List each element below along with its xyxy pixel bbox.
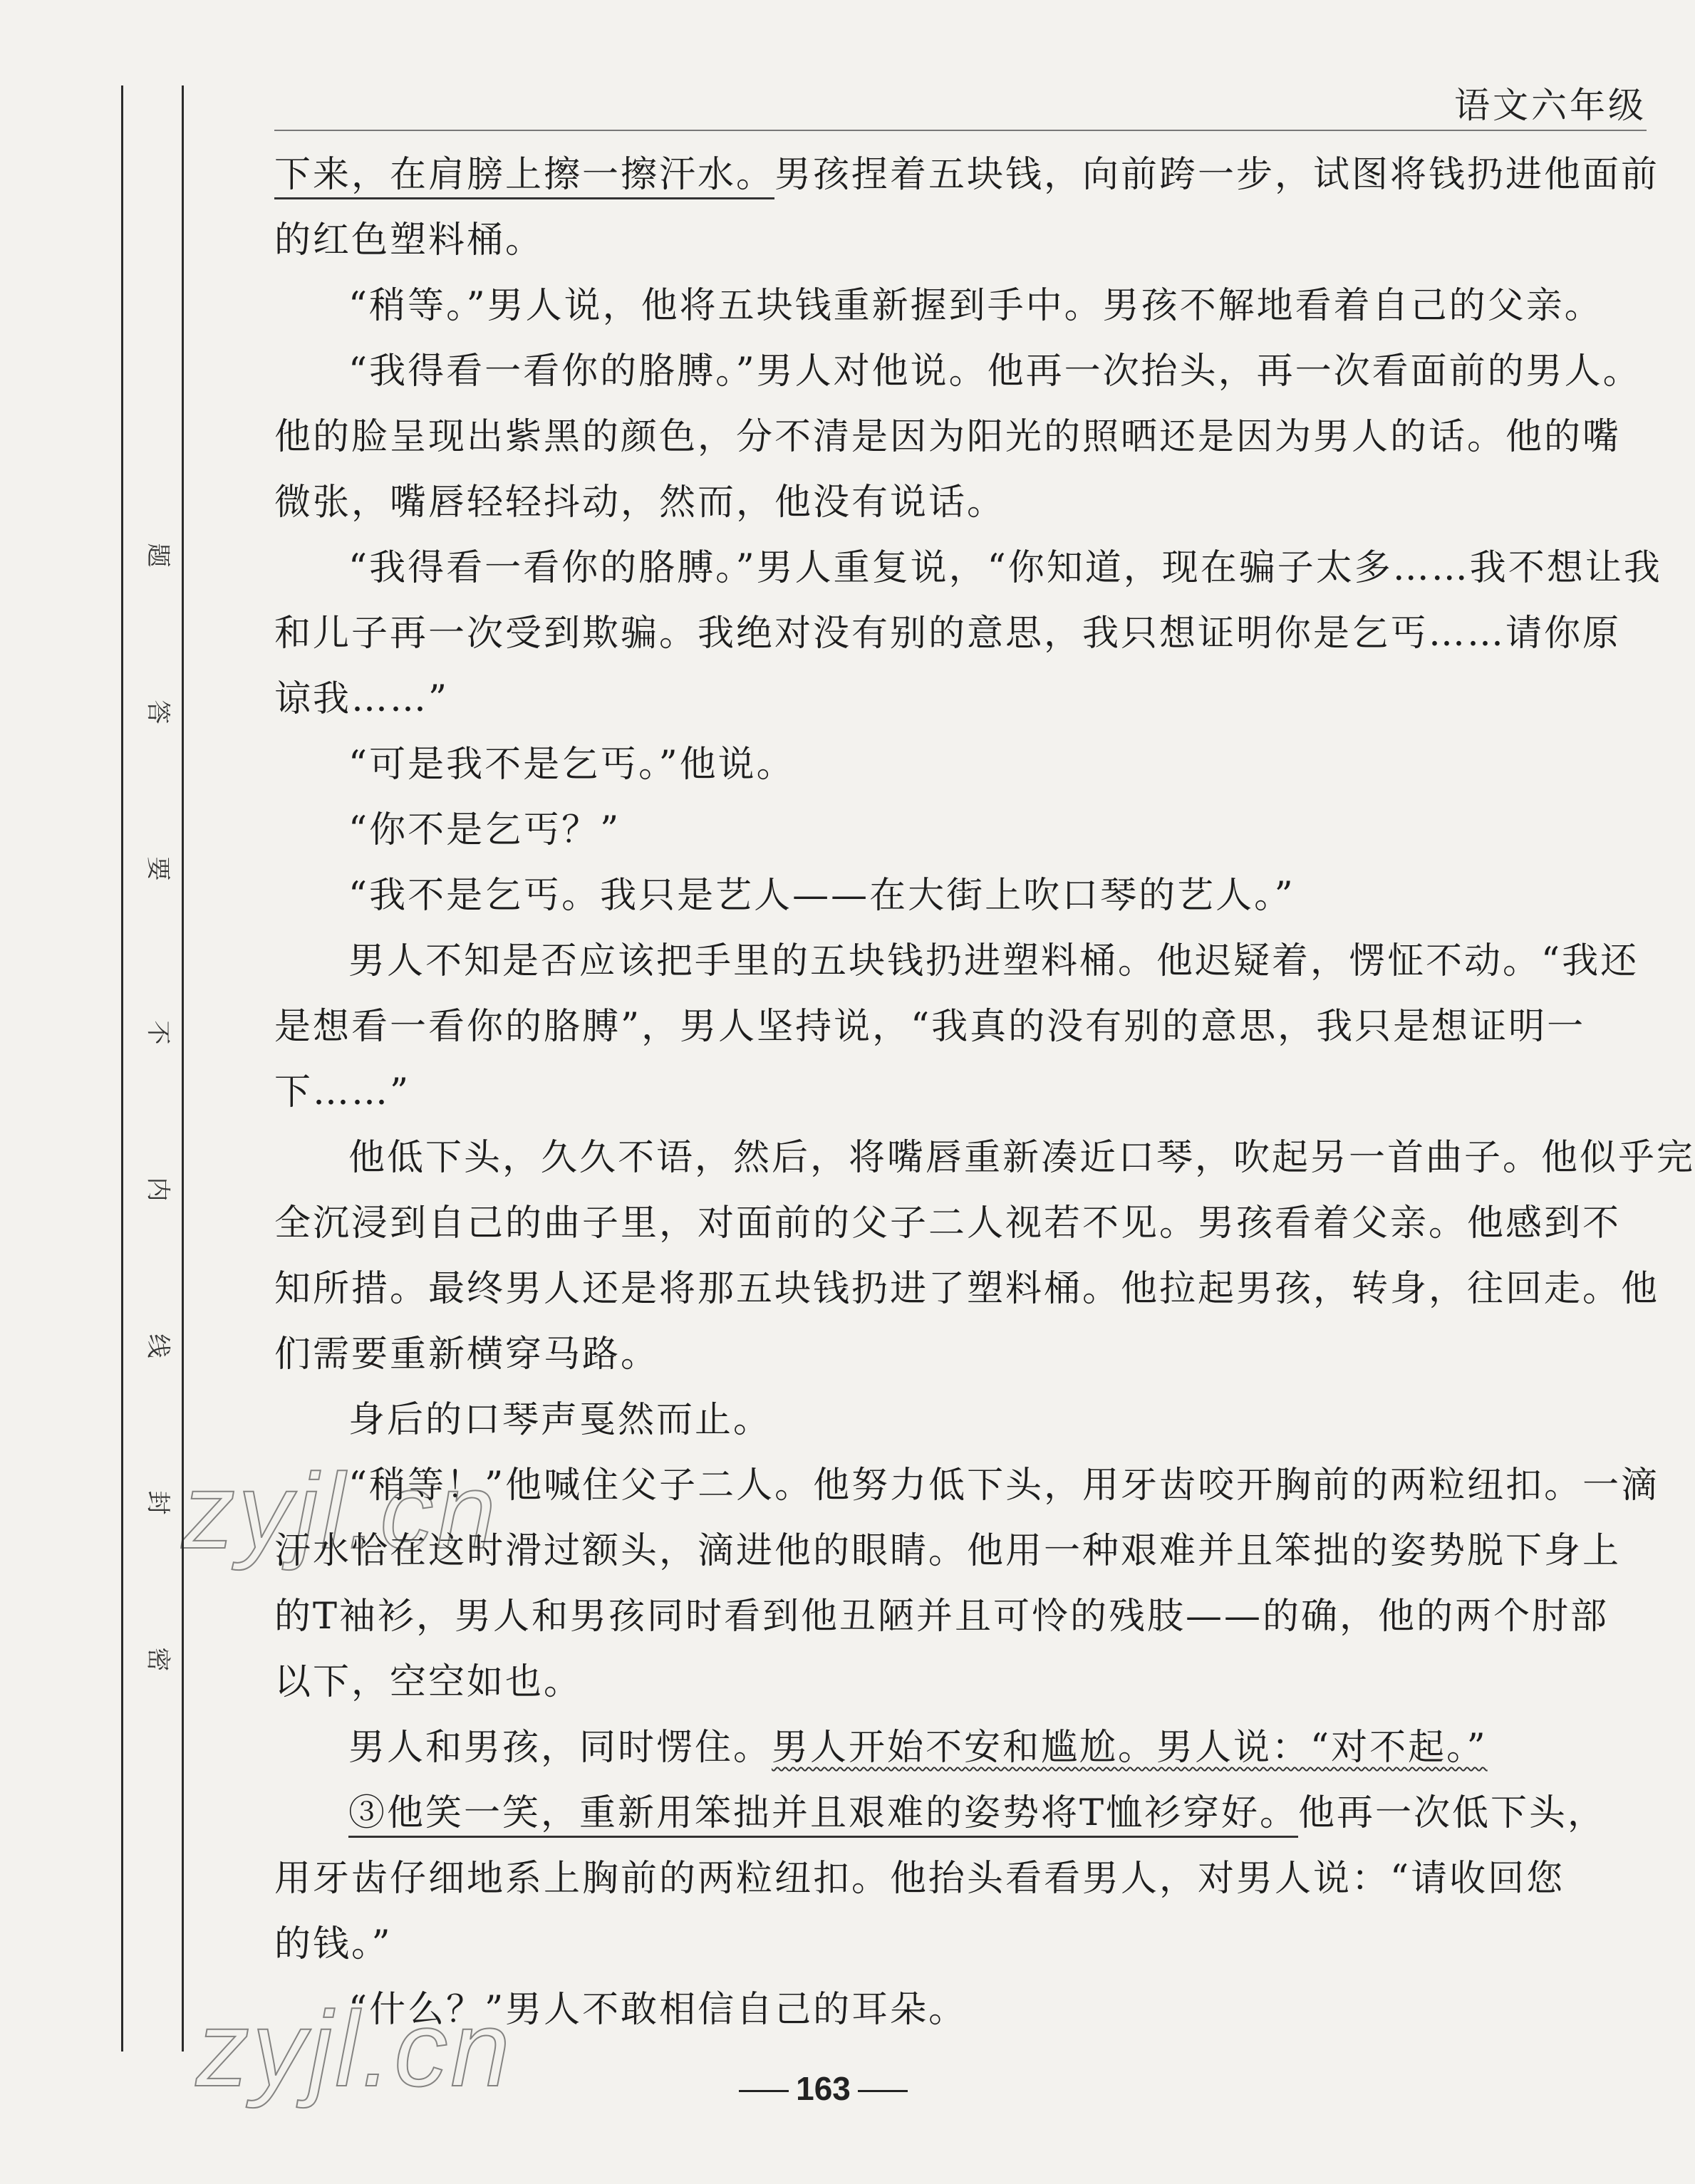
binding-char: 题: [143, 543, 172, 568]
underlined-phrase: ③他笑一笑，重新用笨拙并且艰难的姿势将T恤衫穿好。: [348, 1792, 1298, 1838]
text-line: “可是我不是乞丐。”他说。: [348, 744, 795, 786]
watermark: zyjl.cn: [196, 1989, 513, 2108]
text-line: 全沉浸到自己的曲子里，对面前的父子二人视若不见。男孩看着父亲。他感到不: [274, 1202, 1622, 1244]
text-segment: 男孩捏着五块钱，向前跨一步，试图将钱扔进他面前: [774, 154, 1660, 196]
text-line: 是想看一看你的胳膊”，男人坚持说，“我真的没有别的意思，我只是想证明一: [274, 1006, 1586, 1048]
text-line: 他的脸呈现出紫黑的颜色，分不清是因为阳光的照晒还是因为男人的话。他的嘴: [274, 416, 1622, 458]
binding-char: 内: [143, 1177, 172, 1202]
text-line: [274, 1781, 1607, 1846]
text-line: 的红色塑料桶。: [274, 219, 544, 261]
text-line: “我得看一看你的胳膊。”男人对他说。他再一次抬头，再一次看面前的男人。: [348, 350, 1642, 392]
text-line: 的T袖衫，男人和男孩同时看到他丑陋并且可怜的残肢——的确，他的两个肘部: [274, 1596, 1610, 1638]
text-line: “你不是乞丐？”: [348, 809, 621, 851]
text-line: 用牙齿仔细地系上胸前的两粒纽扣。他抬头看看男人，对男人说：“请收回您: [274, 1858, 1565, 1900]
text-line: 汗水恰在这时滑过额头，滴进他的眼睛。他用一种艰难并且笨拙的姿势脱下身上: [274, 1530, 1622, 1572]
binding-char: 线: [143, 1333, 172, 1358]
text-line: 身后的口琴声戛然而止。: [348, 1399, 772, 1441]
running-header: 语文六年级: [1454, 85, 1647, 126]
text-line: 下……”: [274, 1071, 411, 1113]
binding-line-inner: [182, 85, 184, 2052]
text-line: 微张，嘴唇轻轻抖动，然而，他没有说话。: [274, 482, 1006, 524]
binding-char: 密: [143, 1647, 172, 1672]
underlined-phrase: 下来，在肩膀上擦一擦汗水。: [274, 154, 774, 199]
wavy-underlined-phrase: 男人开始不安和尴尬。男人说：“对不起。”: [772, 1727, 1488, 1769]
binding-char: 不: [143, 1020, 172, 1045]
text-line: “稍等！”他喊住父子二人。他努力低下头，用牙齿咬开胸前的两粒纽扣。一滴: [348, 1465, 1660, 1507]
page-number-footer: [0, 2069, 1647, 2108]
binding-line-outer: [121, 85, 123, 2052]
text-line: 谅我……”: [274, 678, 450, 720]
text-line: 的钱。”: [274, 1923, 393, 1965]
binding-char: 封: [143, 1490, 172, 1515]
text-line: 们需要重新横穿马路。: [274, 1333, 660, 1376]
page-number: 163: [796, 2070, 851, 2107]
page-number-dash: [739, 2090, 789, 2092]
text-line: 以下，空空如也。: [274, 1661, 583, 1703]
binding-char: 要: [143, 856, 172, 881]
header-rule: [274, 130, 1647, 131]
binding-char: 答: [143, 700, 172, 724]
text-line: 男人不知是否应该把手里的五块钱扔进塑料桶。他迟疑着，愣怔不动。“我还: [348, 940, 1639, 982]
page-number-dash: [858, 2090, 908, 2092]
text-line: 知所措。最终男人还是将那五块钱扔进了塑料桶。他拉起男孩，转身，往回走。他: [274, 1268, 1660, 1310]
text-line: [274, 142, 1660, 208]
watermark: zyjl.cn: [182, 1451, 499, 1571]
text-segment: 男人和男孩，同时愣住。: [348, 1727, 772, 1769]
text-line: [274, 1715, 1528, 1781]
text-line: “我不是乞丐。我只是艺人——在大街上吹口琴的艺人。”: [348, 875, 1295, 917]
text-line: “稍等。”男人说，他将五块钱重新握到手中。男孩不解地看着自己的父亲。: [348, 285, 1603, 327]
text-line: “我得看一看你的胳膊。”男人重复说，“你知道，现在骗子太多……我不想让我: [348, 547, 1662, 589]
text-line: 和儿子再一次受到欺骗。我绝对没有别的意思，我只想证明你是乞丐……请你原: [274, 613, 1622, 655]
text-line: “什么？”男人不敢相信自己的耳朵。: [348, 1989, 968, 2031]
text-segment: 他再一次低下头，: [1298, 1792, 1607, 1834]
text-line: 他低下头，久久不语，然后，将嘴唇重新凑近口琴，吹起另一首曲子。他似乎完: [348, 1137, 1695, 1179]
reading-passage: [274, 142, 1695, 2043]
